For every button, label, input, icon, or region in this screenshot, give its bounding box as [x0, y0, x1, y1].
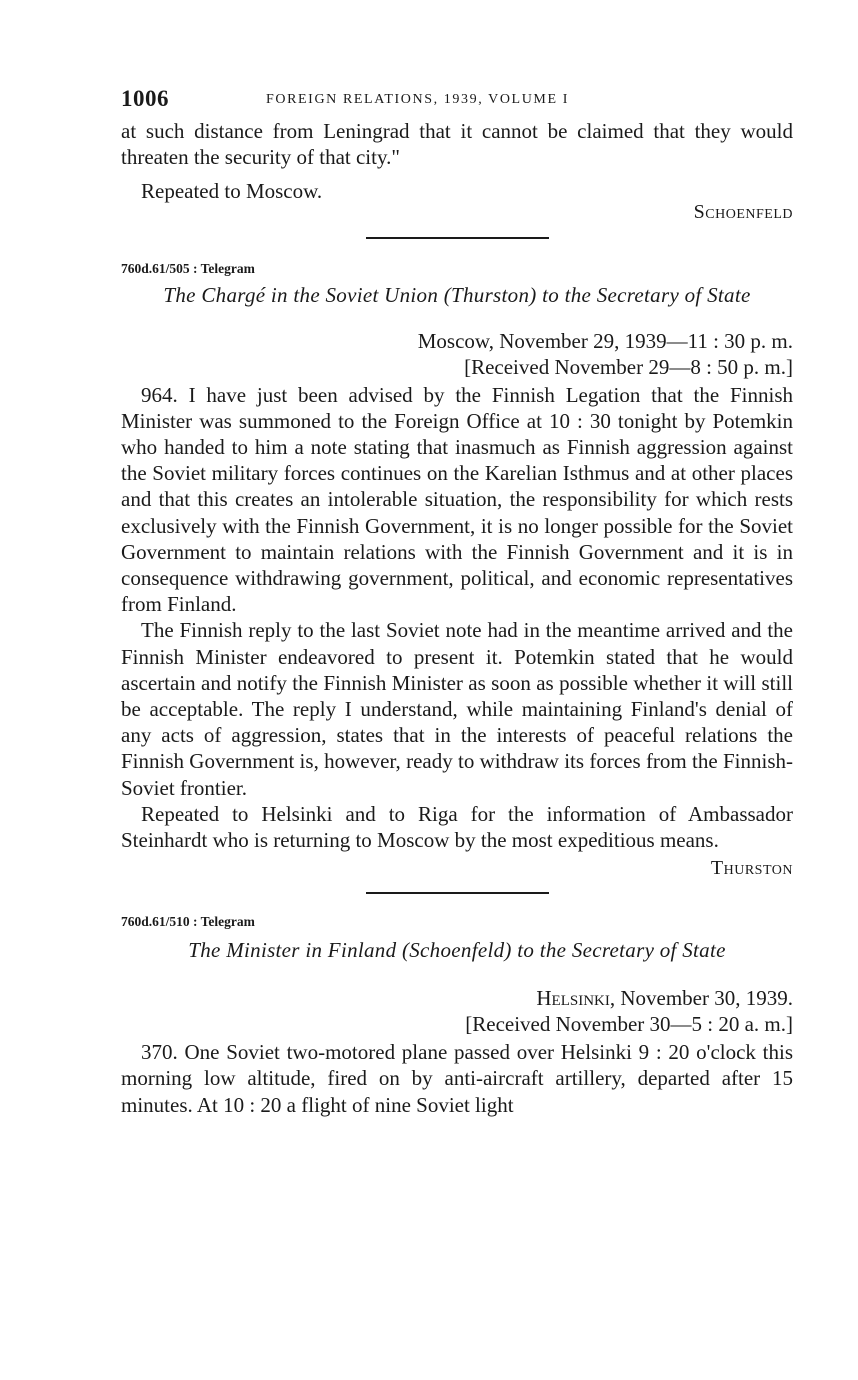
- document-heading: The Minister in Finland (Schoenfeld) to the Secretary of State: [188, 938, 726, 963]
- dateline-received: [Received November 30—5 : 20 a. m.]: [465, 1012, 793, 1037]
- section-divider: [366, 237, 549, 239]
- running-head: [121, 86, 793, 118]
- signature-thurston: Thurston: [710, 857, 793, 880]
- file-reference: 760d.61/505 : Telegram: [121, 260, 255, 276]
- body-paragraph: The Finnish reply to the last Soviet note had in the meantime arrived and the Finnish Minister endeavored to present it. Potemkin stated that he would ascertain and notify the Finnish Minister as soon as possible whether it will still be acceptable. The reply I understand, while maintaining Finland's denial of any acts of aggression, states that in the interests of peaceful relations the Finnish Government is, however, ready to withdraw its forces from the Finnish-Soviet frontier.: [121, 618, 793, 800]
- continuation-text: at such distance from Leningrad that it cannot be claimed that they would threaten the security of that city.": [121, 119, 793, 170]
- running-title: FOREIGN RELATIONS, 1939, VOLUME I: [266, 92, 569, 107]
- document-page: [121, 86, 793, 1118]
- body-paragraph: 964. I have just been advised by the Finnish Legation that the Finnish Minister was summoned to the Foreign Office at 10 : 30 tonight by Potemkin who handed to him a note stating that inasmuch as Finnish aggression against the Soviet military forces continues on the Karelian Isthmus and at other places and that this creates an intolerable situation, the responsibility for which rests exclusively with the Finnish Government, it is no longer possible for the Soviet Government to maintain relations with the Finnish Government and it is in consequence withdrawing government, political, and economic representatives from Finland.: [121, 382, 793, 617]
- signature-schoenfeld: Schoenfeld: [693, 200, 793, 223]
- dateline-date: , November 30, 1939.: [609, 986, 793, 1011]
- file-reference: 760d.61/510 : Telegram: [121, 914, 255, 930]
- body-paragraph: 370. One Soviet two-motored plane passed over Helsinki 9 : 20 o'clock this morning low altitude, fired on by anti-aircraft artillery, departed after 15 minutes. At 10 : 20 a flight of nine Soviet light: [121, 1040, 793, 1117]
- dateline-city: Helsinki: [536, 986, 610, 1011]
- section-divider: [366, 892, 549, 894]
- body-paragraph: Repeated to Helsinki and to Riga for the information of Ambassador Steinhardt who is returning to Moscow by the most expeditious means.: [121, 801, 793, 853]
- dateline-sent: Moscow, November 29, 1939—11 : 30 p. m.: [417, 328, 793, 353]
- repeated-to-moscow: Repeated to Moscow.: [141, 179, 323, 204]
- page-number: 1006: [121, 86, 169, 111]
- dateline-received: [Received November 29—8 : 50 p. m.]: [464, 354, 793, 379]
- dateline-sent: [121, 985, 793, 1011]
- document-heading: The Chargé in the Soviet Union (Thurston) to the Secretary of State: [163, 282, 751, 307]
